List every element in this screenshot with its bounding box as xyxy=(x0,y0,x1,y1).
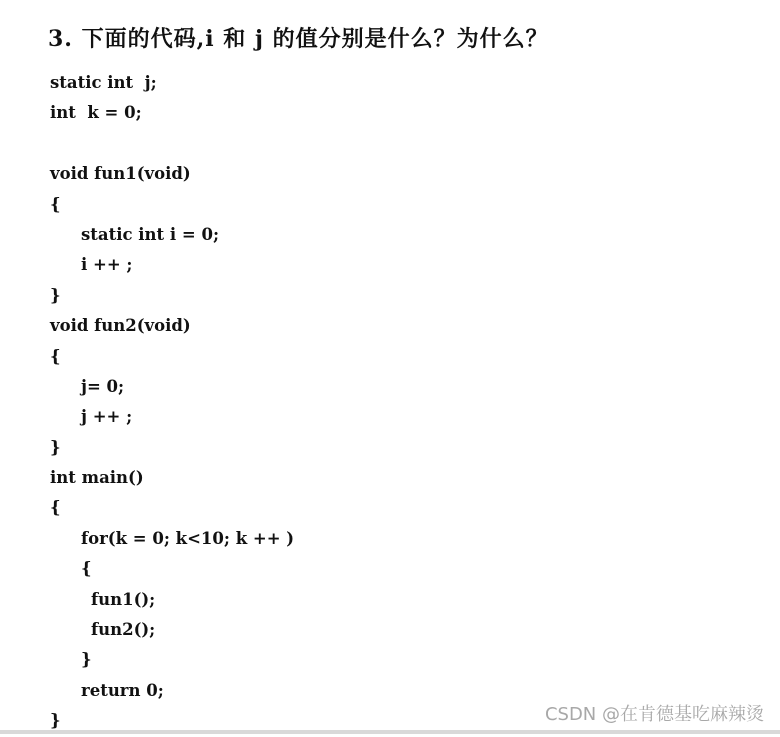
code-line: for(k = 0; k<10; k ++ ) xyxy=(81,528,295,548)
code-line: j= 0; xyxy=(81,376,125,396)
code-line: static int j; xyxy=(50,73,157,92)
code-line: fun1(); xyxy=(91,589,156,609)
csdn-watermark: CSDN @在肯德基吃麻辣烫 xyxy=(544,704,764,725)
code-block xyxy=(50,68,294,737)
code-line: j ++ ; xyxy=(81,407,133,427)
code-line: { xyxy=(50,346,61,366)
code-line: { xyxy=(50,498,61,518)
code-line: int main() xyxy=(50,468,144,488)
code-line: static int i = 0; xyxy=(81,224,220,244)
code-line: { xyxy=(50,194,61,214)
code-blank-line xyxy=(50,129,294,159)
code-line: void fun1(void) xyxy=(50,164,191,184)
code-line: } xyxy=(50,285,61,305)
code-line: } xyxy=(50,711,61,731)
code-line: return 0; xyxy=(81,680,164,700)
code-line: int k = 0; xyxy=(50,103,142,123)
bottom-divider xyxy=(0,730,780,734)
code-line: fun2(); xyxy=(91,620,156,640)
code-line: i ++ ; xyxy=(81,255,133,275)
code-line: { xyxy=(81,559,92,579)
code-line: } xyxy=(81,650,92,670)
code-line: } xyxy=(50,437,61,457)
question-title: 3. 下面的代码,i 和 j 的值分别是什么？为什么？ xyxy=(48,26,549,52)
code-line: void fun2(void) xyxy=(50,316,191,336)
